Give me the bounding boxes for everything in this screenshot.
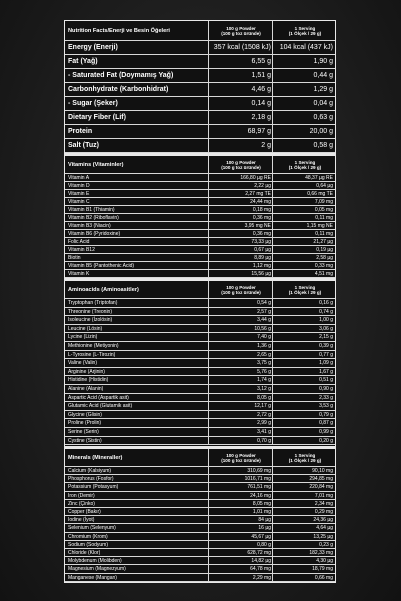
aminoacids-row-per-serving: 0,20 g <box>319 437 333 444</box>
vitamins-row-name: Vitamin E <box>68 191 90 197</box>
aminoacids-row-per-serving: 1,09 g <box>319 360 333 367</box>
vitamins-row-per-serving: 4,51 mg <box>314 271 333 277</box>
aminoacids-row-per-serving: 1,00 g <box>319 317 333 324</box>
nutrition-row-name: Dietary Fiber (Lif) <box>68 114 126 121</box>
minerals-row-per-100g: 0,80 g <box>257 541 271 548</box>
minerals-row <box>65 541 335 549</box>
vitamins-row-name: Vitamin C <box>68 199 90 205</box>
minerals-row-per-serving: 4,64 µg <box>316 525 333 532</box>
minerals-row-per-100g: 310,69 mg <box>247 468 271 474</box>
minerals-col-powder-header <box>211 453 271 463</box>
aminoacids-col-powder-sublabel: (100 g toz üründe) <box>221 290 261 295</box>
minerals-row <box>65 516 335 524</box>
aminoacids-row-per-100g: 7,40 g <box>257 334 271 341</box>
aminoacids-row <box>65 333 335 342</box>
minerals-row-per-serving: 2,34 mg <box>314 500 333 507</box>
aminoacids-row <box>65 419 335 428</box>
minerals-row-per-serving: 294,85 mg <box>309 476 333 483</box>
vitamins-row-per-100g: 2,27 mg TE <box>245 191 271 197</box>
minerals-row-name: Magnesium (Magnezyum) <box>68 566 126 573</box>
minerals-row-name: Sodium (Sodyum) <box>68 541 109 548</box>
nutrition-row-per-100g: 2,18 g <box>251 114 271 121</box>
nutrition-row-name: Fat (Yağ) <box>68 58 98 65</box>
vitamins-row-per-serving: 0,11 mg <box>315 215 333 221</box>
minerals-row-name: Manganese (Mangan) <box>68 574 117 581</box>
column-divider <box>208 21 209 153</box>
minerals-row-per-serving: 4,30 µg <box>316 558 333 565</box>
vitamins-row-per-serving: 7,09 mg <box>314 199 333 205</box>
vitamins-row <box>65 222 335 230</box>
aminoacids-row-per-serving: 1,67 g <box>319 368 333 375</box>
vitamins-row-per-100g: 166,80 µg RE <box>240 175 271 181</box>
minerals-col-serving-sublabel: (1 Ölçek / 29 g) <box>288 458 322 463</box>
minerals-row-per-100g: 24,16 mg <box>250 492 271 499</box>
minerals-section <box>65 449 335 583</box>
minerals-row-name: Calcium (Kalsiyum) <box>68 468 112 474</box>
vitamins-row-per-100g: 15,56 µg <box>251 271 271 277</box>
minerals-row-per-100g: 84 µg <box>258 517 271 524</box>
nutrition-row <box>65 111 335 125</box>
minerals-row-per-serving: 18,79 mg <box>312 566 333 573</box>
aminoacids-row-name: Threonine (Treonin) <box>68 308 113 315</box>
vitamins-row-name: Vitamin B12 <box>68 247 95 253</box>
aminoacids-row-per-100g: 3,44 g <box>257 317 271 324</box>
column-divider <box>272 156 273 278</box>
aminoacids-title: Aminoacids (Aminoasitler) <box>68 287 139 293</box>
minerals-row-per-100g: 1016,71 mg <box>244 476 271 483</box>
aminoacids-row-name: Alanine (Alanin) <box>68 386 104 392</box>
vitamins-row <box>65 270 335 278</box>
aminoacids-row-per-100g: 10,56 g <box>254 325 271 332</box>
vitamins-row-name: Vitamin B6 (Pyridoxine) <box>68 231 121 237</box>
vitamins-row-name: Vitamin B3 (Niacin) <box>68 223 111 229</box>
aminoacids-row-per-serving: 0,16 g <box>319 300 333 306</box>
aminoacids-row <box>65 299 335 308</box>
minerals-row-name: Iodine (İyot) <box>68 517 95 524</box>
nutrition-col-serving-header <box>275 26 335 36</box>
minerals-row-per-100g: 2,29 mg <box>252 574 271 581</box>
aminoacids-row <box>65 325 335 334</box>
nutrition-row <box>65 69 335 83</box>
vitamins-title: Vitamins (Vitaminler) <box>68 162 124 168</box>
aminoacids-row <box>65 411 335 420</box>
vitamins-row-per-100g: 2,22 µg <box>254 183 271 189</box>
nutrition-row-per-serving: 0,44 g <box>313 72 333 79</box>
aminoacids-row-name: Histidine (Histidin) <box>68 377 109 384</box>
vitamins-row-per-serving: 21,27 µg <box>313 239 333 245</box>
column-divider <box>208 156 209 278</box>
vitamins-row-name: Vitamin K <box>68 271 90 277</box>
nutrition-row-per-serving: 0,63 g <box>313 114 333 121</box>
vitamins-row-per-serving: 48,37 µg RE <box>305 175 333 181</box>
minerals-row-per-serving: 0,29 mg <box>314 509 333 515</box>
minerals-row-per-serving: 220,84 mg <box>309 484 333 491</box>
minerals-row-name: Chloride (Klor) <box>68 550 101 556</box>
vitamins-row <box>65 230 335 238</box>
vitamins-row-name: Vitamin A <box>68 175 90 181</box>
aminoacids-row <box>65 428 335 437</box>
vitamins-row-per-100g: 0,36 mg <box>252 215 271 221</box>
nutrition-row <box>65 41 335 55</box>
nutrition-col-powder-header <box>211 26 271 36</box>
vitamins-row-per-serving: 0,66 mg TE <box>307 191 333 197</box>
aminoacids-row-per-serving: 0,39 g <box>319 343 333 349</box>
aminoacids-row-per-serving: 0,90 g <box>319 386 333 392</box>
vitamins-row-per-100g: 0,36 mg <box>252 231 271 237</box>
vitamins-row <box>65 238 335 246</box>
minerals-col-serving-label: 1 Serving <box>294 453 316 458</box>
minerals-title: Minerals (Mineraller) <box>68 455 123 461</box>
nutrition-row <box>65 55 335 69</box>
nutrition-row-name: Carbonhydrate (Karbonhidrat) <box>68 86 169 93</box>
column-divider <box>272 281 273 445</box>
minerals-row-per-serving: 13,25 µg <box>313 533 333 540</box>
aminoacids-row-per-100g: 2,57 g <box>257 308 271 315</box>
nutrition-col-serving-label: 1 Serving <box>294 26 316 31</box>
minerals-row-per-serving: 7,01 mg <box>314 492 333 499</box>
aminoacids-row-per-serving: 0,79 g <box>319 411 333 418</box>
vitamins-row-name: Biotin <box>68 255 81 261</box>
minerals-col-powder-label: 100 g Powder <box>226 453 256 458</box>
aminoacids-row-per-serving: 0,77 g <box>319 351 333 358</box>
aminoacids-col-serving-label: 1 Serving <box>294 285 316 290</box>
minerals-row-per-100g: 16 µg <box>258 525 271 532</box>
nutrition-title: Nutrition Facts/Enerji ve Besin Öğeleri <box>68 28 170 34</box>
column-divider <box>208 281 209 445</box>
aminoacids-row-name: Glutamic Acid (Glutamik asit) <box>68 403 133 410</box>
minerals-row <box>65 500 335 508</box>
aminoacids-row-per-100g: 3,12 g <box>257 386 271 392</box>
minerals-header-row <box>65 449 335 467</box>
aminoacids-row <box>65 376 335 385</box>
vitamins-row <box>65 246 335 254</box>
nutrition-row-per-100g: 6,55 g <box>251 58 271 65</box>
nutrition-row-name: - Saturated Fat (Doymamış Yağ) <box>68 72 174 79</box>
vitamins-row-per-serving: 2,58 µg <box>316 255 333 261</box>
vitamins-row <box>65 174 335 182</box>
minerals-row-per-100g: 1,01 mg <box>252 509 271 515</box>
minerals-row <box>65 524 335 532</box>
vitamins-col-serving-header <box>275 160 335 170</box>
nutrition-row-per-100g: 2 g <box>261 142 271 149</box>
aminoacids-row-per-100g: 0,70 g <box>257 437 271 444</box>
nutrition-row-per-100g: 68,97 g <box>247 128 271 135</box>
aminoacids-row-per-serving: 2,33 g <box>319 394 333 401</box>
minerals-row-name: Iron (Demir) <box>68 492 95 499</box>
vitamins-row <box>65 182 335 190</box>
aminoacids-row-per-100g: 5,76 g <box>257 368 271 375</box>
aminoacids-row <box>65 351 335 360</box>
aminoacids-col-serving-header <box>275 285 335 295</box>
nutrition-row <box>65 125 335 139</box>
nutrition-row <box>65 139 335 153</box>
nutrition-row-name: - Sugar (Şeker) <box>68 100 118 107</box>
nutrition-row-per-serving: 20,00 g <box>309 128 333 135</box>
aminoacids-row <box>65 368 335 377</box>
aminoacids-row-per-serving: 0,99 g <box>319 429 333 435</box>
aminoacids-row <box>65 402 335 411</box>
aminoacids-row-per-100g: 2,72 g <box>257 411 271 418</box>
column-divider <box>272 449 273 582</box>
minerals-row <box>65 574 335 582</box>
column-divider <box>208 449 209 582</box>
vitamins-row <box>65 198 335 206</box>
minerals-row-name: Phosphorus (Fosfor) <box>68 476 114 483</box>
aminoacids-row-per-serving: 0,87 g <box>319 420 333 427</box>
minerals-row-per-100g: 14,82 µg <box>251 558 271 565</box>
vitamins-row-name: Folic Acid <box>68 239 90 245</box>
minerals-row-per-100g: 761,51 mg <box>247 484 271 491</box>
nutrition-row-per-serving: 104 kcal (437 kJ) <box>279 44 333 51</box>
aminoacids-row <box>65 342 335 351</box>
vitamins-row-per-100g: 1,12 mg <box>252 263 271 269</box>
minerals-row <box>65 533 335 541</box>
aminoacids-row <box>65 316 335 325</box>
minerals-row-name: Potassium (Potasyum) <box>68 484 119 491</box>
nutrition-row-name: Energy (Enerji) <box>68 44 118 51</box>
vitamins-row-per-100g: 0,67 µg <box>254 247 271 253</box>
vitamins-col-powder-sublabel: (100 g toz üründe) <box>221 165 261 170</box>
vitamins-row-per-serving: 0,64 µg <box>316 183 333 189</box>
vitamins-row <box>65 190 335 198</box>
minerals-row-per-100g: 64,78 mg <box>250 566 271 573</box>
vitamins-row-per-100g: 24,44 mg <box>250 199 271 205</box>
aminoacids-row-name: Methionine (Metiyonin) <box>68 343 119 349</box>
minerals-row <box>65 549 335 557</box>
minerals-row-per-serving: 90,10 mg <box>312 468 333 474</box>
aminoacids-header-row <box>65 281 335 299</box>
minerals-col-powder-sublabel: (100 g toz üründe) <box>221 458 261 463</box>
nutrition-row-per-100g: 0,14 g <box>251 100 271 107</box>
aminoacids-row <box>65 394 335 403</box>
aminoacids-row-name: Serine (Serin) <box>68 429 99 435</box>
aminoacids-row-name: Cystine (Sistin) <box>68 437 102 444</box>
minerals-row <box>65 565 335 573</box>
aminoacids-row-per-serving: 3,06 g <box>319 325 333 332</box>
vitamins-row-per-100g: 3,95 mg NE <box>244 223 271 229</box>
nutrition-facts-panel <box>64 20 336 583</box>
aminoacids-row-per-100g: 12,17 g <box>254 403 271 410</box>
nutrition-col-serving-sublabel: (1 Ölçek / 29 g) <box>288 31 322 36</box>
aminoacids-row <box>65 385 335 394</box>
vitamins-row-per-100g: 73,33 µg <box>251 239 271 245</box>
minerals-row-per-serving: 182,33 mg <box>309 550 333 556</box>
minerals-row-per-100g: 45,67 µg <box>251 533 271 540</box>
minerals-row-per-100g: 8,05 mg <box>252 500 271 507</box>
nutrition-col-powder-sublabel: (100 g toz üründe) <box>221 31 261 36</box>
nutrition-row <box>65 97 335 111</box>
aminoacids-row-name: Aspartic Acid (Aspartik asit) <box>68 394 129 401</box>
aminoacids-row-per-100g: 2,65 g <box>257 351 271 358</box>
aminoacids-row-per-100g: 2,99 g <box>257 420 271 427</box>
aminoacids-row-per-100g: 1,36 g <box>257 343 271 349</box>
vitamins-row-name: Vitamin B2 (Riboflavin) <box>68 215 119 221</box>
aminoacids-row-name: Lycine (Lizin) <box>68 334 98 341</box>
minerals-row <box>65 492 335 500</box>
minerals-row-name: Selenium (Selenyum) <box>68 525 116 532</box>
minerals-row-per-serving: 0,66 mg <box>314 574 333 581</box>
aminoacids-section <box>65 281 335 446</box>
nutrition-section <box>65 21 335 153</box>
aminoacids-row-name: L-Tyrosine (L-Tirozin) <box>68 351 116 358</box>
vitamins-col-serving-sublabel: (1 Ölçek / 29 g) <box>288 165 322 170</box>
minerals-row-per-serving: 24,36 µg <box>313 517 333 524</box>
minerals-row-per-100g: 628,72 mg <box>247 550 271 556</box>
aminoacids-row-per-100g: 3,75 g <box>257 360 271 367</box>
aminoacids-row-per-100g: 8,05 g <box>257 394 271 401</box>
nutrition-row-per-100g: 1,51 g <box>251 72 271 79</box>
minerals-row-per-serving: 0,23 g <box>319 541 333 548</box>
vitamins-row-name: Vitamin D <box>68 183 90 189</box>
minerals-row-name: Zinc (Çinko) <box>68 500 95 507</box>
aminoacids-col-powder-header <box>211 285 271 295</box>
vitamins-row-per-100g: 0,18 mg <box>252 207 271 213</box>
aminoacids-col-powder-label: 100 g Powder <box>226 285 256 290</box>
vitamins-row-name: Vitamin B5 (Pantothenic Acid) <box>68 263 135 269</box>
minerals-row <box>65 475 335 483</box>
aminoacids-row-name: Glycine (Glisin) <box>68 411 102 418</box>
vitamins-row-per-serving: 0,19 µg <box>316 247 333 253</box>
nutrition-row-per-100g: 4,46 g <box>251 86 271 93</box>
vitamins-col-serving-label: 1 Serving <box>294 160 316 165</box>
nutrition-row-per-serving: 1,90 g <box>313 58 333 65</box>
aminoacids-col-serving-sublabel: (1 Ölçek / 29 g) <box>288 290 322 295</box>
minerals-row <box>65 557 335 565</box>
aminoacids-row-name: Arginine (Arjinin) <box>68 368 105 375</box>
aminoacids-row-name: Isoleucine (İzolösin) <box>68 317 113 324</box>
vitamins-section <box>65 156 335 278</box>
aminoacids-row-per-serving: 0,51 g <box>319 377 333 384</box>
minerals-row <box>65 483 335 491</box>
minerals-row-name: Chromium (Krom) <box>68 533 108 540</box>
minerals-row <box>65 467 335 475</box>
minerals-col-serving-header <box>275 453 335 463</box>
vitamins-col-powder-label: 100 g Powder <box>226 160 256 165</box>
vitamins-row <box>65 206 335 214</box>
aminoacids-row <box>65 359 335 368</box>
nutrition-header-row <box>65 21 335 41</box>
minerals-row-name: Copper (Bakır) <box>68 509 101 515</box>
vitamins-row-per-serving: 0,11 mg <box>315 231 333 237</box>
aminoacids-row-per-100g: 1,74 g <box>257 377 271 384</box>
aminoacids-row-per-serving: 0,74 g <box>319 308 333 315</box>
nutrition-row-per-serving: 0,04 g <box>313 100 333 107</box>
nutrition-row-name: Salt (Tuz) <box>68 142 99 149</box>
nutrition-row-per-serving: 0,58 g <box>313 142 333 149</box>
minerals-row <box>65 508 335 516</box>
vitamins-header-row <box>65 156 335 174</box>
vitamins-row-per-100g: 8,89 µg <box>254 255 271 261</box>
vitamins-row <box>65 262 335 270</box>
aminoacids-row-name: Proline (Prolin) <box>68 420 102 427</box>
minerals-row-name: Molybdenum (Molibden) <box>68 558 122 565</box>
vitamins-row <box>65 214 335 222</box>
vitamins-row-per-serving: 1,15 mg NE <box>306 223 333 229</box>
aminoacids-row-name: Valine (Valin) <box>68 360 97 367</box>
nutrition-row-per-100g: 357 kcal (1508 kJ) <box>213 44 271 51</box>
column-divider <box>272 21 273 153</box>
nutrition-row-name: Protein <box>68 128 93 135</box>
vitamins-row-per-serving: 0,05 mg <box>314 207 333 213</box>
vitamins-row <box>65 254 335 262</box>
vitamins-row-name: Vitamin B1 (Thiamin) <box>68 207 115 213</box>
aminoacids-row-per-serving: 2,15 g <box>319 334 333 341</box>
aminoacids-row <box>65 437 335 446</box>
nutrition-row <box>65 83 335 97</box>
aminoacids-row <box>65 308 335 317</box>
vitamins-col-powder-header <box>211 160 271 170</box>
nutrition-row-per-serving: 1,29 g <box>313 86 333 93</box>
aminoacids-row-per-100g: 3,41 g <box>257 429 271 435</box>
aminoacids-row-per-serving: 3,53 g <box>319 403 333 410</box>
aminoacids-row-per-100g: 0,54 g <box>257 300 271 306</box>
vitamins-row-per-serving: 0,33 mg <box>314 263 333 269</box>
aminoacids-row-name: Leucine (Lösin) <box>68 325 103 332</box>
nutrition-col-powder-label: 100 g Powder <box>226 26 256 31</box>
aminoacids-row-name: Tryptophan (Triptofan) <box>68 300 118 306</box>
